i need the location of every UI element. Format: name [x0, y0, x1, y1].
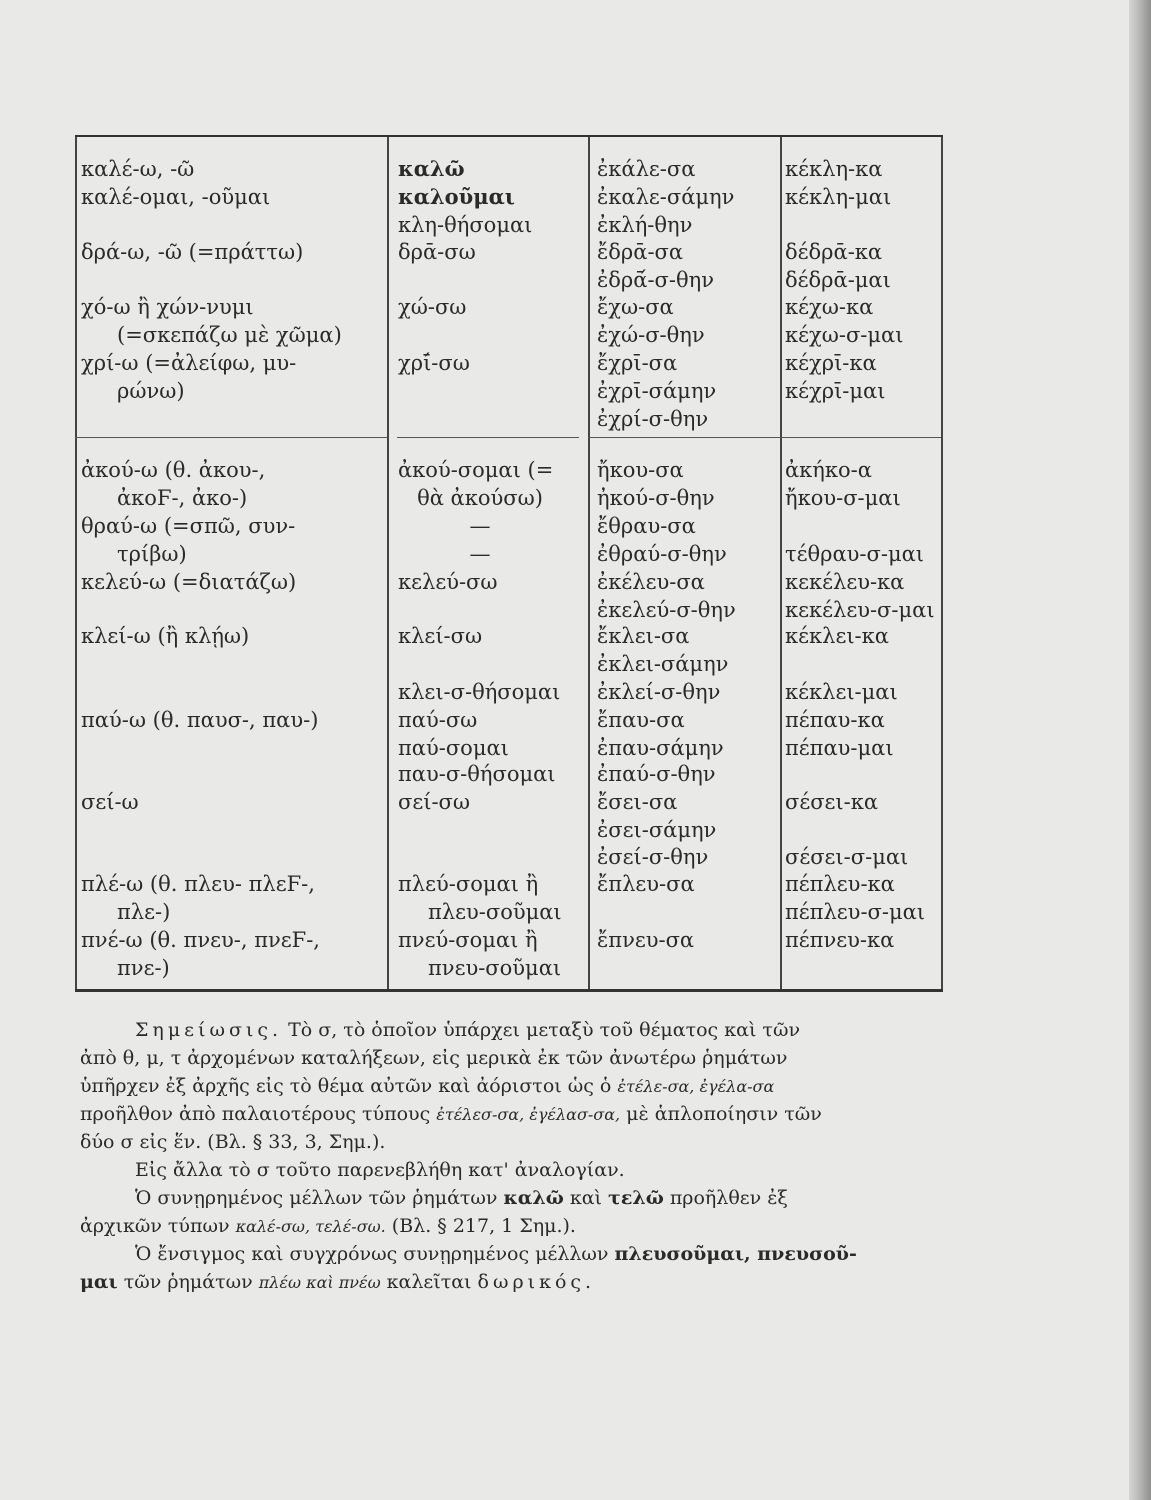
table-cell: ἔπαυ-σα: [597, 708, 685, 732]
table-cell: ἔπνευ-σα: [597, 928, 695, 952]
table-cell: κελεύ-ω (=διατάζω): [81, 570, 297, 594]
note-line: Ὁ συνῃρημένος μέλλων τῶν ῥημάτων καλῶ καὶ τελῶ προῆλθεν ἐξ: [135, 1187, 788, 1209]
table-cell: ἐθραύ-σ-θην: [597, 542, 727, 566]
table-cell: ἐσεί-σ-θην: [597, 845, 709, 869]
table-cell: κλεί-ω (ἢ κλῄω): [81, 624, 250, 648]
table-cell: πνευ-σοῦμαι: [428, 956, 562, 980]
table-cell: κέκλη-μαι: [785, 185, 892, 209]
table-cell: ἐχρί-σ-θην: [597, 407, 709, 431]
table-cell: καλῶ: [398, 156, 465, 181]
table-cell: κέκλει-μαι: [785, 680, 898, 704]
table-cell: ἐκλή-θην: [597, 213, 693, 237]
note-line: ἀπὸ θ, μ, τ ἀρχομένων καταλήξεων, εἰς μερικὰ ἐκ τῶν ἀνωτέρω ῥημάτων: [80, 1047, 788, 1069]
table-cell: καλοῦμαι: [398, 184, 515, 209]
table-cell: κλη-θήσομαι: [398, 213, 533, 237]
table-cell: σεί-ω: [81, 790, 139, 814]
table-cell: θραύ-ω (=σπῶ, συν-: [81, 514, 296, 538]
table-cell: ἀκού-ω (θ. ἀκου-,: [81, 458, 266, 482]
table-cell: πέπαυ-κα: [785, 708, 885, 732]
table-cell: κέχρῑ-μαι: [785, 379, 886, 403]
table-cell: πνε-): [117, 956, 170, 980]
section-divider: [588, 437, 941, 438]
table-cell: δέδρᾱ-κα: [785, 240, 883, 264]
table-cell: παυ-σ-θήσομαι: [398, 762, 556, 786]
table-cell: παύ-σω: [398, 708, 478, 732]
table-cell: πλεύ-σομαι ἢ: [398, 872, 539, 896]
table-cell: κέκλη-κα: [785, 157, 883, 181]
page-edge: [1129, 0, 1151, 1500]
table-cell: (=σκεπάζω μὲ χῶμα): [117, 323, 342, 347]
note-line: ἀρχικῶν τύπων καλέ-σω, τελέ-σω. (Βλ. § 217, 1 Σημ.).: [80, 1215, 576, 1237]
table-cell: καλέ-ομαι, -οῦμαι: [81, 185, 271, 209]
table-cell: ἐχρῑ-σάμην: [597, 379, 717, 403]
table-cell: πέπλευ-κα: [785, 872, 895, 896]
table-cell: κέκλει-κα: [785, 624, 889, 648]
table-cell: ἐκλεί-σ-θην: [597, 680, 721, 704]
table-cell: κεκέλευ-σ-μαι: [785, 598, 935, 622]
table-cell: κέχω-σ-μαι: [785, 323, 904, 347]
table-cell: —: [469, 514, 491, 538]
table-cell: καλέ-ω, -ῶ: [81, 157, 195, 181]
note-heading: Σημείωσις.: [135, 1019, 283, 1041]
table-cell: ἔκλει-σα: [597, 624, 690, 648]
table-cell: χώ-σω: [398, 295, 467, 319]
table-cell: πλευ-σοῦμαι: [428, 900, 562, 924]
note-line: προῆλθον ἀπὸ παλαιοτέρους τύπους ἐτέλεσ-σα, ἐγέλασ-σα, μὲ ἁπλοποίησιν τῶν: [80, 1103, 822, 1125]
table-cell: πέπαυ-μαι: [785, 736, 894, 760]
table-cell: δέδρᾱ-μαι: [785, 268, 891, 292]
table-cell: πνέ-ω (θ. πνευ-, πνεϜ-,: [81, 928, 320, 952]
table-cell: ἔπλευ-σα: [597, 872, 695, 896]
table-cell: κέχω-κα: [785, 295, 874, 319]
section-divider: [397, 437, 579, 438]
table-cell: ἔχω-σα: [597, 295, 674, 319]
table-cell: ἤκου-σ-μαι: [785, 486, 901, 510]
table-cell: ἤκου-σα: [597, 458, 684, 482]
table-cell: σεί-σω: [398, 790, 471, 814]
table-cell: ἐπαύ-σ-θην: [597, 762, 716, 786]
table-border-right: [941, 137, 943, 989]
table-cell: χρί-ω (=ἀλείφω, μυ-: [81, 351, 297, 375]
table-cell: ἠκού-σ-θην: [597, 486, 715, 510]
note-line: Εἰς ἄλλα τὸ σ τοῦτο παρενεβλήθη κατ' ἀναλογίαν.: [135, 1159, 625, 1181]
table-cell: χρῑ́-σω: [398, 351, 470, 375]
note-line: δύο σ εἰς ἕν. (Βλ. § 33, 3, Σημ.).: [80, 1131, 386, 1153]
table-cell: κεκέλευ-κα: [785, 570, 905, 594]
table-cell: ἀκήκο-α: [785, 458, 872, 482]
table-cell: ἐσει-σάμην: [597, 818, 717, 842]
table-cell: ἐκέλευ-σα: [597, 570, 705, 594]
column-divider-2: [588, 137, 590, 989]
table-cell: ρώνω): [117, 379, 185, 403]
table-cell: ἐκλει-σάμην: [597, 652, 729, 676]
table-cell: ἐχώ-σ-θην: [597, 323, 705, 347]
column-divider-1: [387, 137, 389, 989]
table-cell: πλε-): [117, 900, 171, 924]
column-divider-3: [780, 137, 782, 989]
table-cell: ἀκού-σομαι (=: [398, 458, 554, 482]
note-line: Σημείωσις. Τὸ σ, τὸ ὁποῖον ὑπάρχει μεταξὺ τοῦ θέματος καὶ τῶν: [135, 1019, 800, 1041]
table-cell: δρά-ω, -ῶ (=πράττω): [81, 240, 304, 264]
note-line: Ὁ ἔνσιγμος καὶ συγχρόνως συνῃρημένος μέλλων πλευσοῦμαι, πνευσοῦ-: [135, 1243, 857, 1265]
table-cell: κελεύ-σω: [398, 570, 498, 594]
table-cell: σέσει-σ-μαι: [785, 845, 909, 869]
notes-section: [80, 1016, 940, 1296]
table-cell: παύ-ω (θ. παυσ-, παυ-): [81, 708, 319, 732]
table-cell: ἔθραυ-σα: [597, 514, 696, 538]
table-border-left: [75, 137, 77, 989]
table-cell: κέχρῑ-κα: [785, 351, 877, 375]
table-cell: κλει-σ-θήσομαι: [398, 680, 561, 704]
table-cell: τέθραυ-σ-μαι: [785, 542, 925, 566]
table-cell: πέπνευ-κα: [785, 928, 895, 952]
table-cell: σέσει-κα: [785, 790, 879, 814]
table-cell: ἔσει-σα: [597, 790, 678, 814]
table-cell: ἔχρῑ-σα: [597, 351, 678, 375]
table-cell: πέπλευ-σ-μαι: [785, 900, 926, 924]
table-cell: —: [469, 542, 491, 566]
note-line: μαι τῶν ῥημάτων πλέω καὶ πνέω καλεῖται δωρικός.: [80, 1271, 596, 1293]
table-cell: ἐδρᾱ́-σ-θην: [597, 268, 714, 292]
table-cell: θὰ ἀκούσω): [417, 486, 543, 510]
note-line: ὑπῆρχεν ἐξ ἀρχῆς εἰς τὸ θέμα αὐτῶν καὶ ἀόριστοι ὡς ὁ ἐτέλε-σα, ἐγέλα-σα: [80, 1075, 775, 1097]
table-cell: χό-ω ἢ χών-νυμι: [81, 295, 254, 319]
table-cell: ἔδρᾱ-σα: [597, 240, 684, 264]
table-cell: παύ-σομαι: [398, 736, 509, 760]
table-cell: ἐκαλε-σάμην: [597, 185, 735, 209]
table-cell: ἐκελεύ-σ-θην: [597, 598, 736, 622]
table-cell: τρίβω): [117, 542, 187, 566]
table-cell: πνεύ-σομαι ἢ: [398, 928, 538, 952]
table-cell: ἐκάλε-σα: [597, 157, 696, 181]
section-divider: [75, 437, 387, 438]
table-cell: ἀκοϜ-, ἀκο-): [117, 486, 248, 510]
table-cell: δρᾱ-σω: [398, 240, 476, 264]
table-cell: κλεί-σω: [398, 624, 483, 648]
table-cell: πλέ-ω (θ. πλευ- πλεϜ-,: [81, 872, 315, 896]
table-cell: ἐπαυ-σάμην: [597, 736, 724, 760]
